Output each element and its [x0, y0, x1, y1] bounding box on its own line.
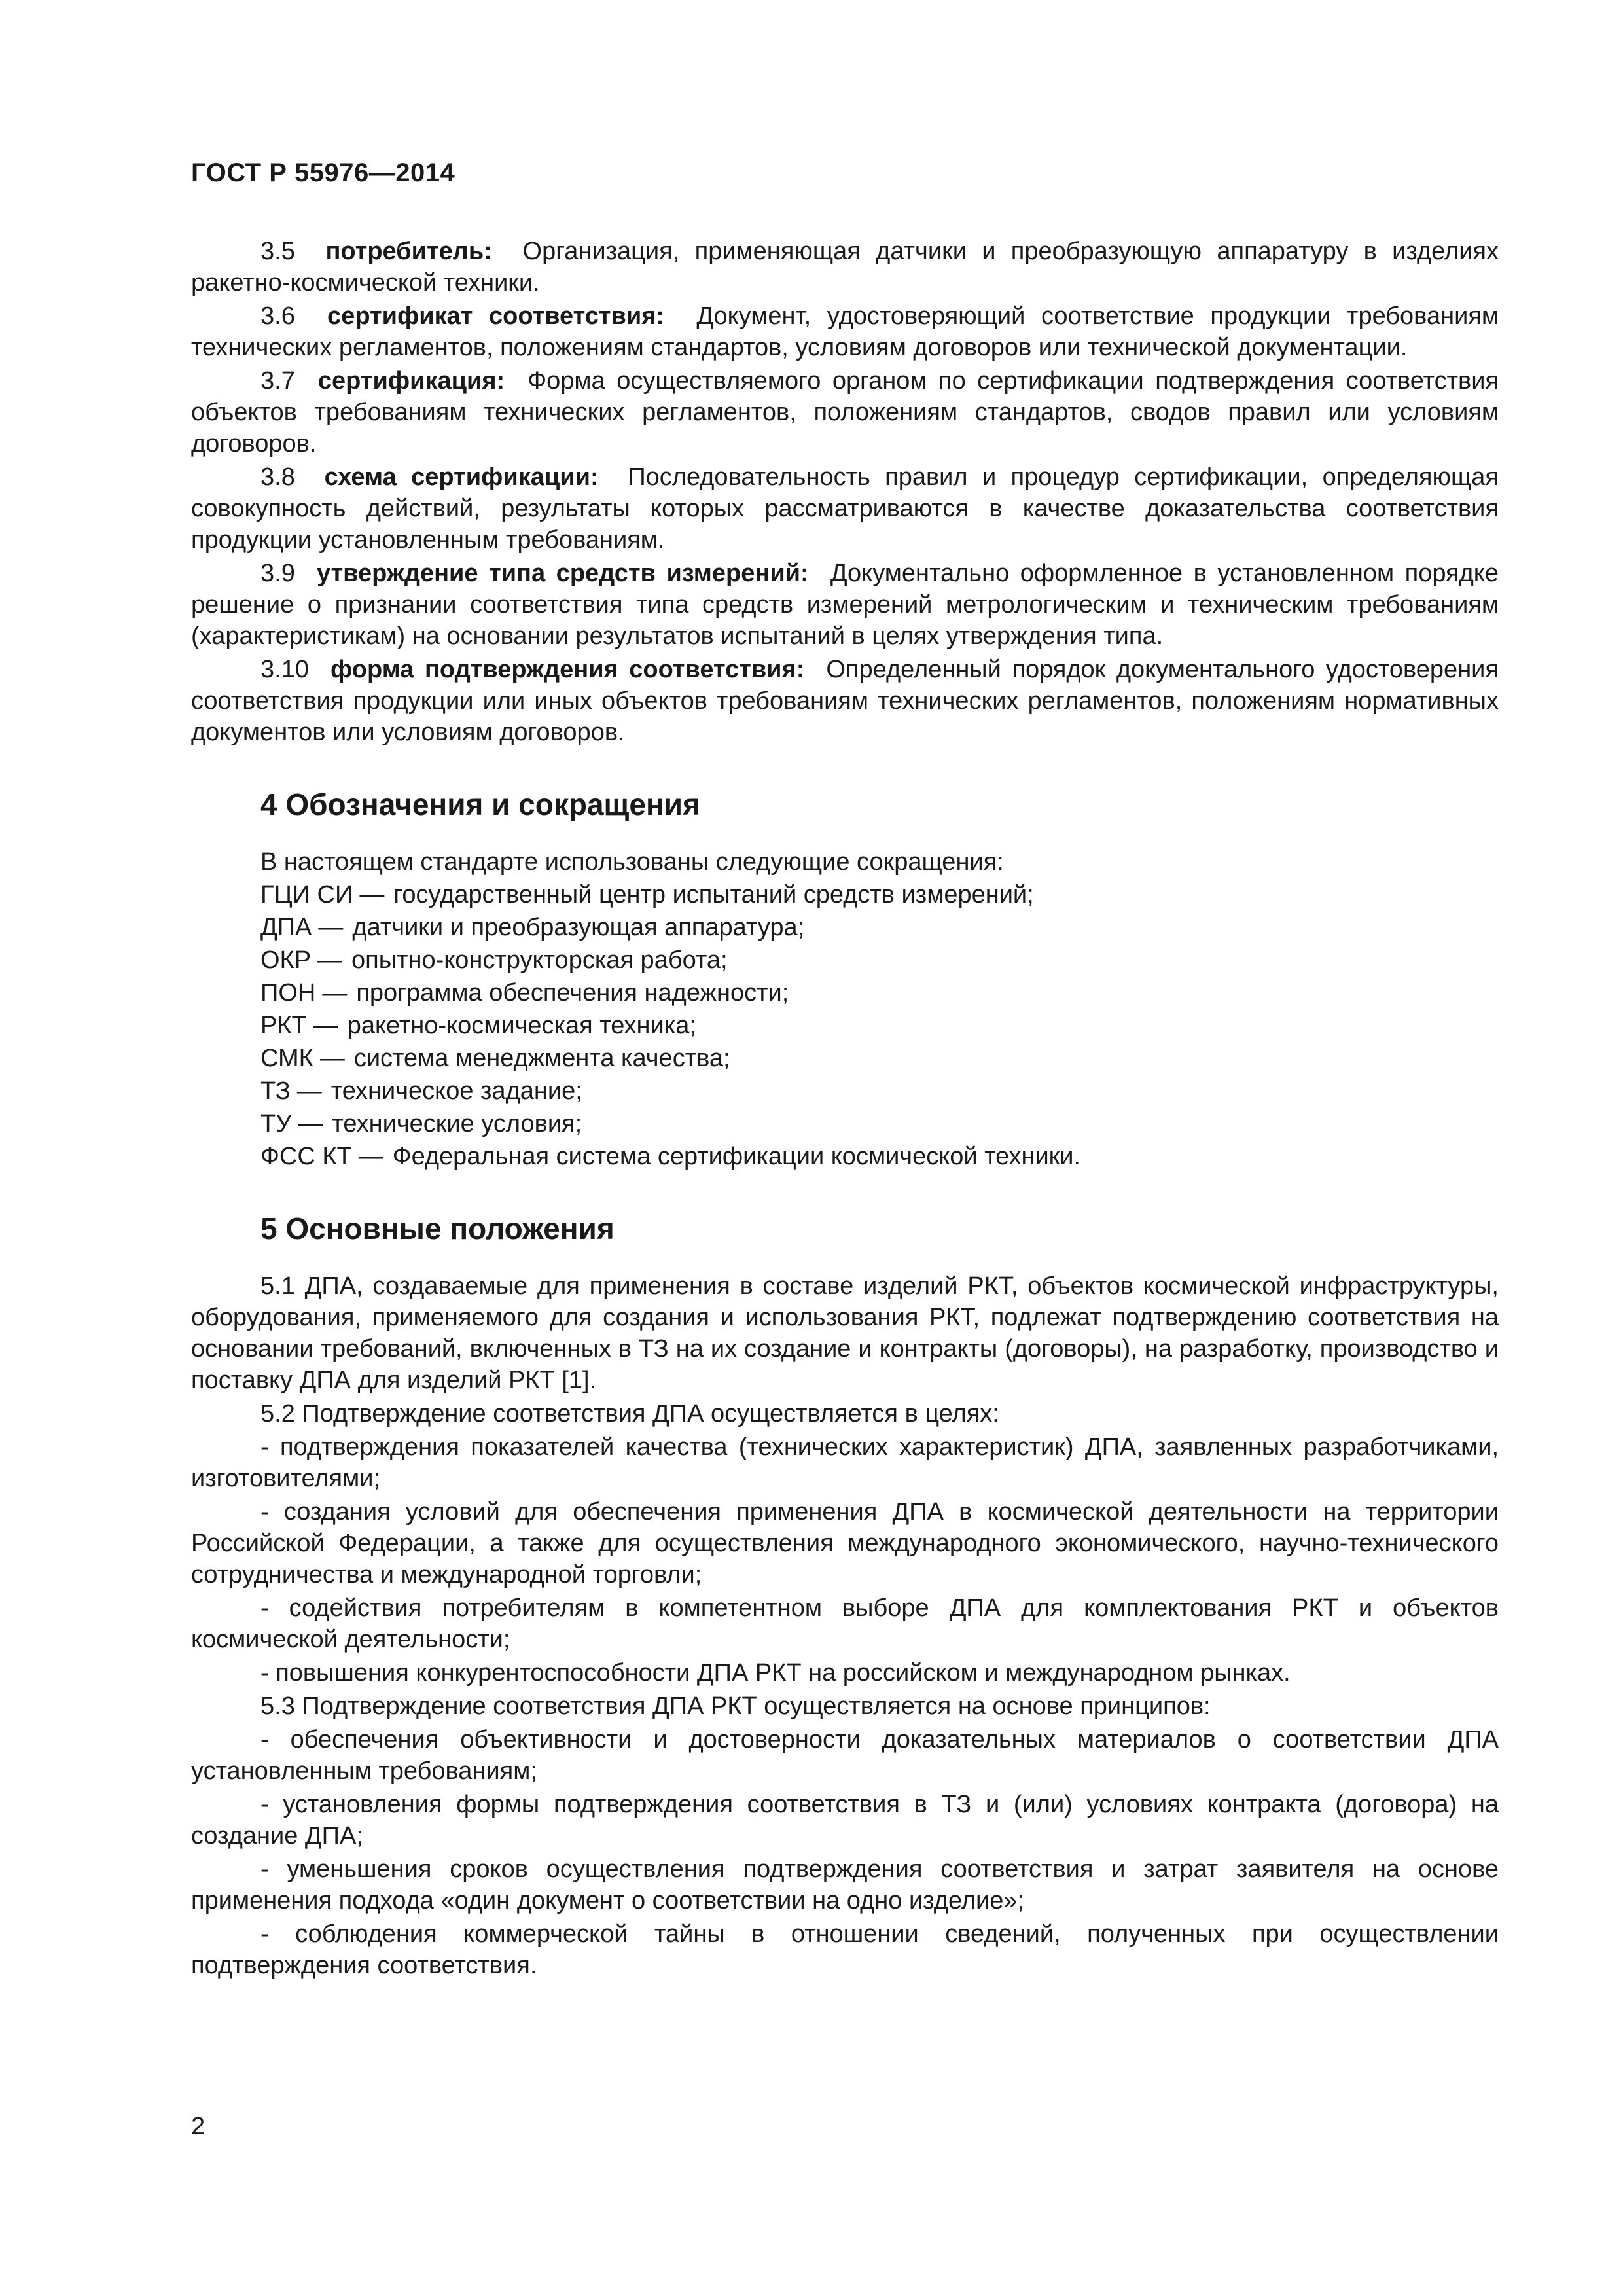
section-5-title: 5 Основные положения — [260, 1211, 615, 1246]
abbreviation-meaning: государственный центр испытаний средств измерений; — [393, 881, 1034, 908]
abbreviations-intro: В настоящем стандарте использованы следующие сокращения: — [260, 848, 1004, 876]
definition-term: сертификат соответствия: — [327, 302, 665, 330]
definition-number: 3.5 — [260, 238, 295, 265]
abbreviation-dash: — — [317, 946, 343, 974]
abbreviation-item — [260, 1010, 1499, 1041]
abbreviation-item — [260, 977, 1499, 1009]
abbreviation-item — [260, 912, 1499, 943]
definition-text: Последовательность правил и процедур сертификации, определяющая совокупность действий, результаты которых рассматриваются в качестве доказательства соответствия продукции установленным требованиям. — [191, 463, 1499, 554]
abbreviation-meaning: Федеральная система сертификации космической техники. — [392, 1143, 1081, 1170]
abbreviation-meaning: датчики и преобразующая аппаратура; — [352, 914, 805, 941]
list-item: - содействия потребителям в компетентном выборе ДПА для комплектования РКТ и объектов космической деятельности; — [191, 1594, 1499, 1653]
abbreviation-key: ОКР — [260, 946, 312, 974]
abbreviation-key: ПОН — [260, 979, 316, 1007]
definition-number: 3.10 — [260, 656, 309, 683]
definition-number: 3.8 — [260, 463, 295, 491]
abbreviation-key: ДПА — [260, 914, 312, 941]
definition-text: Определенный порядок документального удостоверения соответствия продукции или иных объектов требованиям технических регламентов, положениям нормативных документов или условиям договоров. — [191, 656, 1499, 746]
abbreviation-key: РКТ — [260, 1012, 307, 1039]
abbreviation-dash: — — [319, 1045, 345, 1072]
abbreviation-meaning: ракетно-космическая техника; — [347, 1012, 696, 1039]
list-item: - подтверждения показателей качества (технических характеристик) ДПА, заявленных разработчиками, изготовителями; — [191, 1433, 1499, 1492]
document-header: ГОСТ Р 55976—2014 — [191, 158, 455, 187]
definition-number: 3.9 — [260, 560, 295, 587]
abbreviation-key: ФСС КТ — [260, 1143, 352, 1170]
paragraph-5-2: 5.2 Подтверждение соответствия ДПА осуществляется в целях: — [260, 1400, 999, 1427]
list-item: - создания условий для обеспечения применения ДПА в космической деятельности на территории Российской Федерации, а также для осуществления международного экономического, научно-технического сотрудничества и международной торговли; — [191, 1498, 1499, 1588]
abbreviation-dash: — — [313, 1012, 338, 1039]
definition-term: схема сертификации: — [324, 463, 599, 491]
abbreviation-meaning: опытно-конструкторская работа; — [351, 946, 728, 974]
abbreviation-item — [260, 879, 1499, 910]
definition-term: форма подтверждения соответствия: — [330, 656, 805, 683]
list-item: - уменьшения сроков осуществления подтверждения соответствия и затрат заявителя на основе применения подхода «один документ о соответствии на одно изделие»; — [191, 1856, 1499, 1914]
abbreviation-dash: — — [358, 1143, 383, 1170]
abbreviation-dash: — — [298, 1110, 323, 1138]
definition-number: 3.7 — [260, 367, 295, 395]
list-item: - обеспечения объективности и достоверности доказательных материалов о соответствии ДПА установленным требованиям; — [191, 1726, 1499, 1785]
definition-3-8 — [191, 461, 1499, 556]
definition-3-10 — [191, 654, 1499, 748]
abbreviation-key: ТЗ — [260, 1077, 291, 1105]
abbreviation-meaning: техническое задание; — [330, 1077, 582, 1105]
definition-3-6 — [191, 300, 1499, 363]
abbreviation-meaning: технические условия; — [332, 1110, 582, 1138]
definition-term: потребитель: — [325, 238, 492, 265]
definition-3-9 — [191, 558, 1499, 652]
list-item: - соблюдения коммерческой тайны в отношении сведений, полученных при осуществлении подтверждения соответствия. — [191, 1920, 1499, 1979]
definition-term: сертификация: — [317, 367, 505, 395]
abbreviation-dash: — — [318, 914, 344, 941]
definition-text: Форма осуществляемого органом по сертификации подтверждения соответствия объектов требованиям технических регламентов, положениям стандартов, сводов правил или условиям договоров. — [191, 367, 1499, 457]
definition-text: Организация, применяющая датчики и преобразующую аппаратуру в изделиях ракетно-космической техники. — [191, 238, 1499, 296]
abbreviation-item — [260, 1043, 1499, 1074]
definition-text: Документально оформленное в установленном порядке решение о признании соответствия типа средств измерений метрологическим и техническим требованиям (характеристикам) на основании результатов испытаний в целях утверждения типа. — [191, 560, 1499, 650]
abbreviation-key: СМК — [260, 1045, 313, 1072]
definition-3-5 — [191, 236, 1499, 298]
section-4-title: 4 Обозначения и сокращения — [260, 787, 700, 821]
document-body — [191, 236, 1499, 1983]
definition-term: утверждение типа средств измерений: — [316, 560, 809, 587]
abbreviation-dash: — — [322, 979, 348, 1007]
abbreviation-dash: — — [359, 881, 385, 908]
abbreviations-block — [191, 846, 1499, 1172]
paragraph-5-1: 5.1 ДПА, создаваемые для применения в составе изделий РКТ, объектов космической инфраструктуры, оборудования, применяемого для создания и использования РКТ, подлежат подтверждению соответствия на основании требований, включенных в ТЗ на их создание и контракты (договоры), на разработку, производство и поставку ДПА для изделий РКТ [1]. — [191, 1272, 1499, 1394]
abbreviation-item — [260, 1075, 1499, 1107]
list-item: - повышения конкурентоспособности ДПА РКТ на российском и международном рынках. — [260, 1659, 1291, 1687]
abbreviation-key: ГЦИ СИ — [260, 881, 353, 908]
abbreviation-dash: — — [296, 1077, 322, 1105]
definitions-block — [191, 236, 1499, 748]
list-item: - установления формы подтверждения соответствия в ТЗ и (или) условиях контракта (договора) на создание ДПА; — [191, 1791, 1499, 1850]
paragraph-5-3: 5.3 Подтверждение соответствия ДПА РКТ осуществляется на основе принципов: — [260, 1693, 1211, 1720]
abbreviation-meaning: система менеджмента качества; — [353, 1045, 730, 1072]
abbreviation-item — [260, 1108, 1499, 1139]
abbreviation-item — [260, 944, 1499, 976]
definition-text: Документ, удостоверяющий соответствие продукции требованиям технических регламентов, положениям стандартов, условиям договоров или технической документации. — [191, 302, 1499, 361]
definition-number: 3.6 — [260, 302, 295, 330]
abbreviation-key: ТУ — [260, 1110, 292, 1138]
abbreviation-meaning: программа обеспечения надежности; — [356, 979, 789, 1007]
page-number: 2 — [191, 2113, 205, 2140]
definition-3-7 — [191, 365, 1499, 459]
abbreviation-item — [260, 1141, 1499, 1172]
section-5-body — [191, 1270, 1499, 1981]
